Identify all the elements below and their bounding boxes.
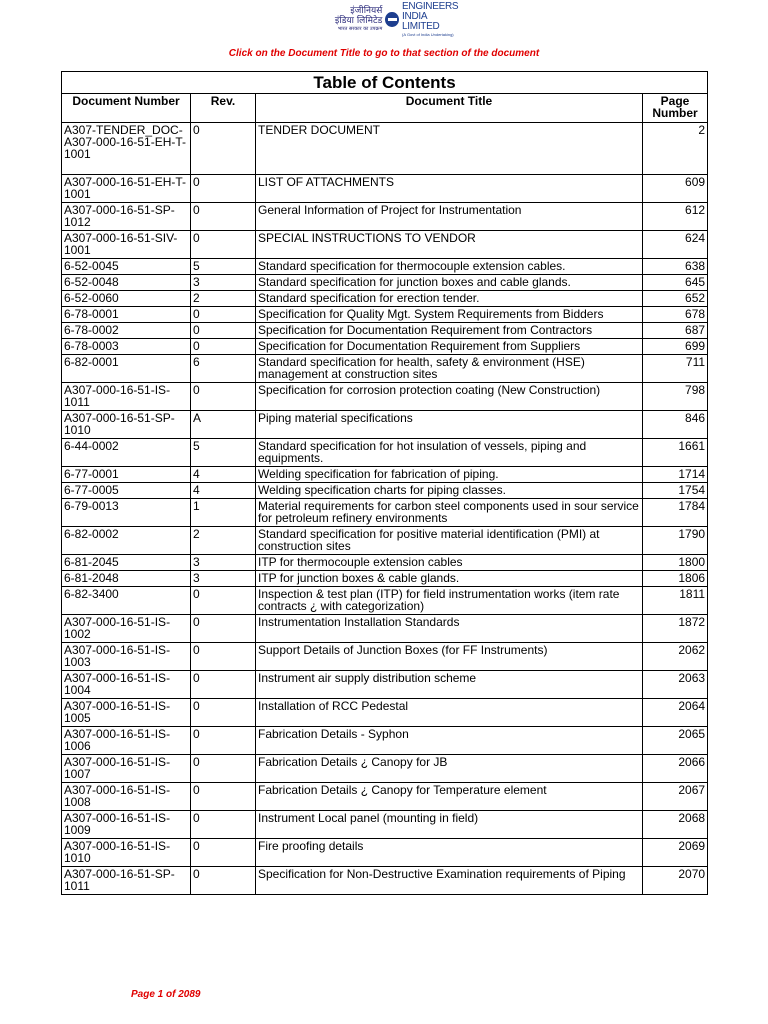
toc-row[interactable] — [62, 383, 708, 411]
page-number-cell: 2 — [643, 123, 708, 175]
toc-row[interactable] — [62, 555, 708, 571]
document-number-cell: 6-78-0001 — [62, 307, 191, 323]
revision-cell: 0 — [191, 339, 256, 355]
toc-row[interactable] — [62, 699, 708, 727]
document-title-link[interactable]: Piping material specifications — [256, 411, 643, 439]
document-title-link[interactable]: Support Details of Junction Boxes (for FF Instruments) — [256, 643, 643, 671]
document-number-cell: 6-77-0005 — [62, 483, 191, 499]
toc-row[interactable] — [62, 339, 708, 355]
toc-row[interactable] — [62, 123, 708, 175]
toc-row[interactable] — [62, 839, 708, 867]
toc-row[interactable] — [62, 571, 708, 587]
document-title-link[interactable]: Fire proofing details — [256, 839, 643, 867]
document-title-link[interactable]: Welding specification for fabrication of piping. — [256, 467, 643, 483]
document-title-link[interactable]: Installation of RCC Pedestal — [256, 699, 643, 727]
document-number-cell: A307-000-16-51-IS-1003 — [62, 643, 191, 671]
page-number-cell: 1806 — [643, 571, 708, 587]
col-header-document-title: Document Title — [256, 94, 643, 123]
toc-row[interactable] — [62, 783, 708, 811]
document-title-link[interactable]: Instrumentation Installation Standards — [256, 615, 643, 643]
document-number-cell: 6-44-0002 — [62, 439, 191, 467]
revision-cell: 1 — [191, 499, 256, 527]
document-title-link[interactable]: Specification for Documentation Requirement from Contractors — [256, 323, 643, 339]
revision-cell: 0 — [191, 587, 256, 615]
col-header-rev: Rev. — [191, 94, 256, 123]
document-number-cell: A307-000-16-51-SP-1012 — [62, 203, 191, 231]
toc-row[interactable] — [62, 727, 708, 755]
toc-row[interactable] — [62, 307, 708, 323]
revision-cell: 0 — [191, 755, 256, 783]
document-title-link[interactable]: Standard specification for health, safety & environment (HSE) management at construction sites — [256, 355, 643, 383]
page-number-cell: 1784 — [643, 499, 708, 527]
document-title-link[interactable]: Fabrication Details ¿ Canopy for JB — [256, 755, 643, 783]
revision-cell: 0 — [191, 323, 256, 339]
page-number-cell: 624 — [643, 231, 708, 259]
revision-cell: 4 — [191, 483, 256, 499]
revision-cell: A — [191, 411, 256, 439]
page-number-cell: 2070 — [643, 867, 708, 895]
page-number-cell: 2068 — [643, 811, 708, 839]
page-number-cell: 2063 — [643, 671, 708, 699]
document-number-cell: 6-79-0013 — [62, 499, 191, 527]
page-number-cell: 609 — [643, 175, 708, 203]
company-logo — [311, 0, 461, 37]
toc-row[interactable] — [62, 203, 708, 231]
page-number-cell: 1811 — [643, 587, 708, 615]
toc-row[interactable] — [62, 755, 708, 783]
document-number-cell: 6-52-0060 — [62, 291, 191, 307]
col-header-page-number: Page Number — [643, 94, 708, 123]
document-number-cell: A307-000-16-51-EH-T-1001 — [62, 175, 191, 203]
revision-cell: 4 — [191, 467, 256, 483]
page-number-cell: 699 — [643, 339, 708, 355]
toc-row[interactable] — [62, 411, 708, 439]
page-number-cell: 1714 — [643, 467, 708, 483]
toc-row[interactable] — [62, 439, 708, 467]
document-number-cell: A307-TENDER_DOC-A307-000-16-51-EH-T-1001 — [62, 123, 191, 175]
revision-cell: 3 — [191, 275, 256, 291]
revision-cell: 0 — [191, 643, 256, 671]
logo-emblem-icon — [385, 12, 399, 27]
document-number-cell: 6-78-0002 — [62, 323, 191, 339]
toc-row[interactable] — [62, 355, 708, 383]
revision-cell: 0 — [191, 867, 256, 895]
revision-cell: 0 — [191, 839, 256, 867]
revision-cell: 0 — [191, 123, 256, 175]
document-title-link[interactable]: SPECIAL INSTRUCTIONS TO VENDOR — [256, 231, 643, 259]
toc-body — [62, 123, 708, 895]
toc-header-row — [62, 94, 708, 123]
document-title-link[interactable]: ITP for thermocouple extension cables — [256, 555, 643, 571]
document-number-cell: 6-81-2048 — [62, 571, 191, 587]
page-number-cell: 711 — [643, 355, 708, 383]
toc-row[interactable] — [62, 291, 708, 307]
revision-cell: 0 — [191, 699, 256, 727]
toc-row[interactable] — [62, 587, 708, 615]
revision-cell: 0 — [191, 203, 256, 231]
page-number-cell: 1790 — [643, 527, 708, 555]
revision-cell: 0 — [191, 383, 256, 411]
logo-english-text: ENGINEERS INDIA LIMITED (A Govt of India Undertaking) — [402, 0, 459, 37]
toc-row[interactable] — [62, 275, 708, 291]
document-title-link[interactable]: Fabrication Details - Syphon — [256, 727, 643, 755]
document-number-cell: A307-000-16-51-IS-1007 — [62, 755, 191, 783]
page-number-cell: 2064 — [643, 699, 708, 727]
document-title-link[interactable]: LIST OF ATTACHMENTS — [256, 175, 643, 203]
page-number-cell: 645 — [643, 275, 708, 291]
toc-row[interactable] — [62, 499, 708, 527]
revision-cell: 0 — [191, 231, 256, 259]
page-number-cell: 2066 — [643, 755, 708, 783]
document-title-link[interactable]: Standard specification for junction boxes and cable glands. — [256, 275, 643, 291]
document-title-link[interactable]: Standard specification for positive material identification (PMI) at construction sites — [256, 527, 643, 555]
document-number-cell: A307-000-16-51-SP-1011 — [62, 867, 191, 895]
document-title-link[interactable]: Standard specification for erection tender. — [256, 291, 643, 307]
document-title-link[interactable]: Specification for corrosion protection coating (New Construction) — [256, 383, 643, 411]
document-title-link[interactable]: TENDER DOCUMENT — [256, 123, 643, 175]
document-number-cell: A307-000-16-51-IS-1004 — [62, 671, 191, 699]
page-number-cell: 1754 — [643, 483, 708, 499]
document-number-cell: 6-82-3400 — [62, 587, 191, 615]
document-number-cell: A307-000-16-51-IS-1008 — [62, 783, 191, 811]
revision-cell: 2 — [191, 527, 256, 555]
toc-row[interactable] — [62, 323, 708, 339]
revision-cell: 5 — [191, 439, 256, 467]
col-header-document-number: Document Number — [62, 94, 191, 123]
revision-cell: 0 — [191, 811, 256, 839]
toc-row[interactable] — [62, 483, 708, 499]
page-number-cell: 638 — [643, 259, 708, 275]
toc-row[interactable] — [62, 867, 708, 895]
revision-cell: 5 — [191, 259, 256, 275]
document-title-link[interactable]: Instrument air supply distribution scheme — [256, 671, 643, 699]
document-number-cell: A307-000-16-51-IS-1010 — [62, 839, 191, 867]
document-title-link[interactable]: General Information of Project for Instrumentation — [256, 203, 643, 231]
document-number-cell: 6-82-0001 — [62, 355, 191, 383]
page-number-cell: 846 — [643, 411, 708, 439]
document-number-cell: A307-000-16-51-IS-1009 — [62, 811, 191, 839]
document-number-cell: A307-000-16-51-SIV-1001 — [62, 231, 191, 259]
page-number-cell: 687 — [643, 323, 708, 339]
revision-cell: 2 — [191, 291, 256, 307]
document-title-link[interactable]: Inspection & test plan (ITP) for field instrumentation works (item rate contracts ¿ with categorization) — [256, 587, 643, 615]
document-title-link[interactable]: Instrument Local panel (mounting in field) — [256, 811, 643, 839]
toc-row[interactable] — [62, 175, 708, 203]
document-title-link[interactable]: Standard specification for thermocouple extension cables. — [256, 259, 643, 275]
document-title-link[interactable]: ITP for junction boxes & cable glands. — [256, 571, 643, 587]
logo-hindi-text: इंजीनियर्स इंडिया लिमिटेड भारत सरकार का उपक्रम — [334, 6, 383, 32]
toc-row[interactable] — [62, 259, 708, 275]
document-number-cell: A307-000-16-51-IS-1005 — [62, 699, 191, 727]
document-number-cell: 6-52-0045 — [62, 259, 191, 275]
revision-cell: 0 — [191, 175, 256, 203]
document-title-link[interactable]: Specification for Non-Destructive Examination requirements of Piping — [256, 867, 643, 895]
page-number-cell: 1872 — [643, 615, 708, 643]
toc-title: Table of Contents — [62, 72, 708, 94]
page-number-cell: 1661 — [643, 439, 708, 467]
revision-cell: 6 — [191, 355, 256, 383]
revision-cell: 0 — [191, 727, 256, 755]
toc-row[interactable] — [62, 231, 708, 259]
document-number-cell: A307-000-16-51-IS-1002 — [62, 615, 191, 643]
revision-cell: 0 — [191, 671, 256, 699]
page-number-cell: 2067 — [643, 783, 708, 811]
document-title-link[interactable]: Material requirements for carbon steel components used in sour service for petroleum refinery environments — [256, 499, 643, 527]
document-title-link[interactable]: Standard specification for hot insulation of vessels, piping and equipments. — [256, 439, 643, 467]
document-number-cell: 6-77-0001 — [62, 467, 191, 483]
navigation-instruction: Click on the Document Title to go to that section of the document — [228, 48, 540, 59]
revision-cell: 3 — [191, 555, 256, 571]
table-of-contents — [61, 71, 708, 895]
page-number-cell: 1800 — [643, 555, 708, 571]
revision-cell: 0 — [191, 307, 256, 323]
page-number-cell: 2065 — [643, 727, 708, 755]
page-number-cell: 652 — [643, 291, 708, 307]
revision-cell: 0 — [191, 783, 256, 811]
document-title-link[interactable]: Specification for Quality Mgt. System Requirements from Bidders — [256, 307, 643, 323]
toc-row[interactable] — [62, 467, 708, 483]
toc-row[interactable] — [62, 527, 708, 555]
document-number-cell: A307-000-16-51-SP-1010 — [62, 411, 191, 439]
page-number-cell: 2062 — [643, 643, 708, 671]
page-number-cell: 612 — [643, 203, 708, 231]
document-title-link[interactable]: Specification for Documentation Requirement from Suppliers — [256, 339, 643, 355]
page-footer: Page 1 of 2089 — [131, 989, 201, 1000]
revision-cell: 3 — [191, 571, 256, 587]
toc-row[interactable] — [62, 811, 708, 839]
page-number-cell: 678 — [643, 307, 708, 323]
document-number-cell: 6-78-0003 — [62, 339, 191, 355]
document-title-link[interactable]: Fabrication Details ¿ Canopy for Temperature element — [256, 783, 643, 811]
toc-row[interactable] — [62, 615, 708, 643]
page-number-cell: 2069 — [643, 839, 708, 867]
document-number-cell: 6-52-0048 — [62, 275, 191, 291]
toc-row[interactable] — [62, 643, 708, 671]
document-number-cell: A307-000-16-51-IS-1011 — [62, 383, 191, 411]
page-number-cell: 798 — [643, 383, 708, 411]
document-number-cell: 6-82-0002 — [62, 527, 191, 555]
document-number-cell: A307-000-16-51-IS-1006 — [62, 727, 191, 755]
revision-cell: 0 — [191, 615, 256, 643]
document-number-cell: 6-81-2045 — [62, 555, 191, 571]
document-title-link[interactable]: Welding specification charts for piping classes. — [256, 483, 643, 499]
toc-row[interactable] — [62, 671, 708, 699]
